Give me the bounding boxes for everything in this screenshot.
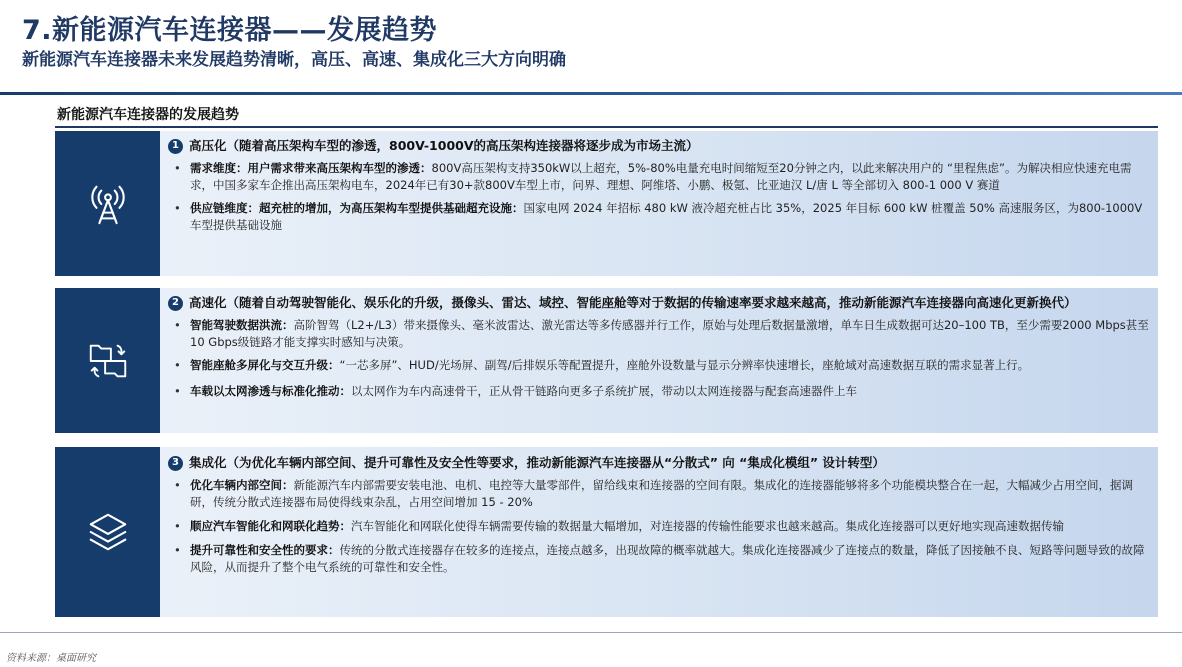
bullet-label: 顺应汽车智能化和网联化趋势：	[190, 519, 351, 533]
card-icon-panel	[55, 288, 160, 433]
list-item	[168, 357, 1150, 374]
card-icon-panel	[55, 131, 160, 276]
bullet-label: 车载以太网渗透与标准化推动：	[190, 384, 351, 398]
bullet-text: 传统的分散式连接器存在较多的连接点，连接点越多，出现故障的概率就越大。集成化连接器减少了连接点的数量，降低了因接触不良、短路等问题导致的故障风险，从而提升了整个电气系统的可靠性和安全性。	[190, 543, 1145, 574]
page-title: 7.新能源汽车连接器——发展趋势	[22, 15, 438, 46]
trend-card-high-voltage	[55, 131, 1158, 276]
card-heading-text: 高压化（随着高压架构车型的渗透，800V-1000V的高压架构连接器将逐步成为市场主流）	[189, 138, 699, 153]
bullet-text: 以太网作为车内高速骨干，正从骨干链路向更多子系统扩展，带动以太网连接器与配套高速器件上车	[351, 384, 857, 398]
trend-card-high-speed	[55, 288, 1158, 433]
header-divider	[0, 92, 1182, 95]
list-item	[168, 383, 1150, 400]
list-item	[168, 317, 1150, 351]
list-item	[168, 542, 1150, 576]
bullet-text: 高阶智驾（L2+/L3）带来摄像头、毫米波雷达、激光雷达等多传感器并行工作，原始与处理后数据量激增，单车日生成数据可达20–100 TB，至少需要2000 Mbps甚至10 Gbps级链路才能支撑实时感知与决策。	[190, 318, 1149, 349]
card-heading	[168, 294, 1150, 312]
signal-tower-icon	[85, 181, 131, 227]
number-badge: 1	[168, 139, 183, 154]
bullet-text: 汽车智能化和网联化使得车辆需要传输的数据量大幅增加，对连接器的传输性能要求也越来越高。集成化连接器可以更好地实现高速数据传输	[351, 519, 1064, 533]
trend-card-integration	[55, 447, 1158, 617]
list-item	[168, 477, 1150, 511]
card-icon-panel	[55, 447, 160, 617]
bullet-label: 提升可靠性和安全性的要求：	[190, 543, 340, 557]
page-subtitle: 新能源汽车连接器未来发展趋势清晰，高压、高速、集成化三大方向明确	[22, 50, 566, 70]
number-badge: 3	[168, 456, 183, 471]
bullet-text: 国家电网 2024 年招标 480 kW 液冷超充桩占比 35%，2025 年目标 600 kW 桩覆盖 50% 高速服务区，为800-1000V车型提供基础设施	[190, 201, 1143, 232]
number-badge: 2	[168, 296, 183, 311]
list-item	[168, 160, 1150, 194]
card-heading	[168, 137, 1150, 155]
section-title: 新能源汽车连接器的发展趋势	[57, 107, 239, 123]
bullet-label: 智能驾驶数据洪流：	[190, 318, 294, 332]
bullet-text: “一芯多屏”、HUD/光场屏、副驾/后排娱乐等配置提升，座舱外设数量与显示分辨率快速增长，座舱域对高速数据互联的需求显著上行。	[339, 358, 1030, 372]
bullet-text: 800V高压架构支持350kW以上超充，5%-80%电量充电时间缩短至20分钟之内，以此来解决用户的 “里程焦虑”。为解决相应快速充电需求，中国多家车企推出高压架构电车，2024年已有30+款800V车型上市，问界、理想、阿维塔、小鹏、极氪、比亚迪汉 L/唐 L 等全部切入 800-1 000 V 赛道	[190, 161, 1132, 192]
footer-divider	[0, 632, 1182, 633]
card-heading-text: 高速化（随着自动驾驶智能化、娱乐化的升级，摄像头、雷达、域控、智能座舱等对于数据的传输速率要求越来越高，推动新能源汽车连接器向高速化更新换代）	[189, 295, 1077, 310]
list-item	[168, 200, 1150, 234]
card-heading	[168, 454, 1150, 472]
data-transfer-icon	[85, 338, 131, 384]
card-heading-text: 集成化（为优化车辆内部空间、提升可靠性及安全性等要求，推动新能源汽车连接器从“分散式” 向 “集成化模组” 设计转型）	[189, 455, 885, 470]
bullet-label: 智能座舱多屏化与交互升级：	[190, 358, 340, 372]
bullet-label: 优化车辆内部空间：	[190, 478, 294, 492]
section-divider	[55, 126, 1158, 128]
bullet-label: 需求维度：用户需求带来高压架构车型的渗透：	[190, 161, 432, 175]
source-note: 资料来源：桌面研究	[6, 653, 96, 664]
bullet-text: 新能源汽车内部需要安装电池、电机、电控等大量零部件，留给线束和连接器的空间有限。集成化的连接器能够将多个功能模块整合在一起，大幅减少占用空间，据调研，传统分散式连接器布局使得线束杂乱，占用空间增加 15 - 20%	[190, 478, 1133, 509]
layers-icon	[85, 509, 131, 555]
bullet-label: 供应链维度：超充桩的增加，为高压架构车型提供基础超充设施：	[190, 201, 524, 215]
list-item	[168, 518, 1150, 535]
